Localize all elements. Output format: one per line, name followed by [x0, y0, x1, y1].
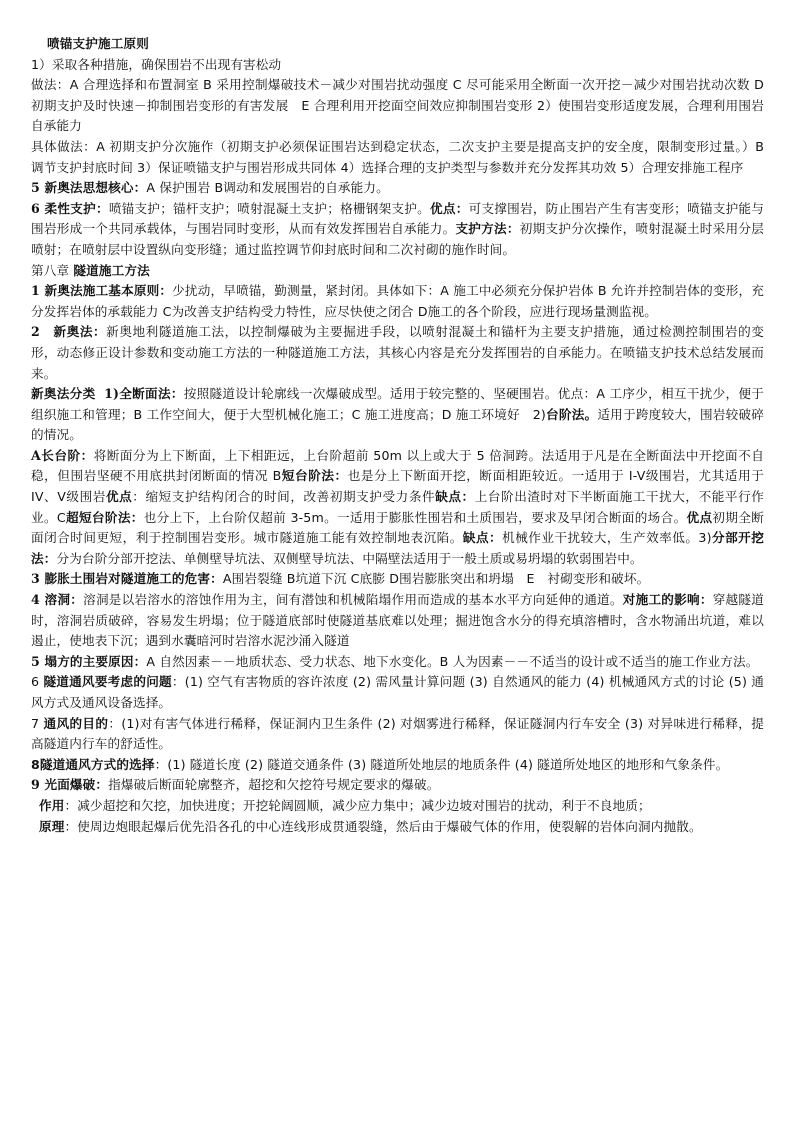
paragraph-bench-methods: A长台阶：将断面分为上下断面，上下相距远，上台阶超前 50m 以上或大于 5 倍洞跨。法适用于凡是在全断面法中开挖面不自稳，但围岩坚硬不用底拱封闭断面的情况 B短台阶法：也是分上下断面开挖，断面相距较近。一适用于 I-V级围岩，尤其适用于 IV、V级围岩优点：缩短支护结构闭合的时间，改善初期支护受力条件缺点：上台阶出渣时对下半断面施工干扰大，不能平行作业。C超短台阶法：也分上下，上台阶仅超前 3-5m。一适用于膨胀性围岩和土质围岩，要求及早闭合断面的场合。优点初期全断面闭合时间更短，利于控制围岩变形。城市隧道施工能有效控制地表沉陷。缺点：机械作业干扰较大，生产效率低。3)分部开挖法：分为台阶分部开挖法、单侧壁导坑法、双侧壁导坑法、中隔壁法适用于一般土质或易坍塌的软弱围岩中。 — [31, 447, 765, 566]
paragraph-collapse-causes: 5 塌方的主要原因：A 自然因素－－地质状态、受力状态、地下水变化。B 人为因素－－不适当的设计或不适当的施工作业方法。 — [31, 653, 759, 669]
paragraph-specific-method: 具体做法：A 初期支护分次施作（初期支护必须保证围岩达到稳定状态，二次支护主要是提高支护的安全度，限制变形过量。）B 调节支护封底时间 3）保证喷锚支护与围岩形成共同体 4）选择合理的支护类型与参数并充分发挥其功效 5）合理安排施工程序 — [31, 138, 764, 175]
paragraph-ventilation-selection: 8隧道通风方式的选择：(1) 隧道长度 (2) 隧道交通条件 (3) 隧道所处地层的地质条件 (4) 隧道所处地区的地形和气象条件。 — [31, 756, 729, 772]
paragraph-nato-classification: 新奥法分类 1)全断面法：按照隧道设计轮廓线一次爆破成型。适用于较完整的、坚硬围岩。优点：A 工序少，相互干扰少，便于组织施工和管理；B 工作空间大，便于大型机械化施工；C 施工进度高；D 施工环境好 2)台阶法。适用于跨度较大，围岩较破碎的情况。 — [31, 386, 765, 443]
paragraph-nato-definition: 2 新奥法：新奥地利隧道施工法，以控制爆破为主要掘进手段，以喷射混凝土和锚杆为主要支护措施，通过检测控制围岩的变形，动态修正设计参数和变动施工方法的一种隧道施工方法，其核心内容是充分发挥围岩的自承能力。在喷锚支护技术总结发展而来。 — [31, 324, 765, 381]
chapter-heading: 第八章 隧道施工方法 — [31, 262, 150, 278]
paragraph-ventilation-issues: 6 隧道通风要考虑的问题：(1) 空气有害物质的容许浓度 (2) 需风量计算问题 (3) 自然通风的能力 (4) 机械通风方式的讨论 (5) 通风方式及通风设备选择。 — [31, 674, 765, 710]
section-title: 喷锚支护施工原则 — [47, 36, 149, 51]
paragraph-flexible-support: 6 柔性支护：喷锚支护；锚杆支护；喷射混凝土支护；格栅钢架支护。优点：可支撑围岩，防止围岩产生有害变形；喷锚支护能与围岩形成一个共同承载体，与围岩同时变形，从而有效发挥围岩自承能力。支护方法：初期支护分次操作，喷射混凝土时采用分层喷射；在喷射层中设置纵向变形缝；通过监控调节仰封底时间和二次衬砌的施作时间。 — [31, 200, 765, 257]
paragraph-principle-1: 1）采取各种措施，确保围岩不出现有害松动 — [31, 56, 282, 72]
paragraph-expansive-soil: 3 膨胀土围岩对隧道施工的危害：A围岩裂缝 B坑道下沉 C底膨 D围岩膨胀突出和坍塌 E 衬砌变形和破坏。 — [31, 571, 650, 587]
paragraph-blasting-effect: 作用：减少超挖和欠挖，加快进度；开挖轮阔圆顺，减少应力集中；减少边坡对围岩的扰动，利于不良地质； — [39, 797, 651, 813]
paragraph-method: 做法：A 合理选择和布置洞室 B 采用控制爆破技术－减少对围岩扰动强度 C 尽可能采用全断面一次开挖－减少对围岩扰动次数 D初期支护及时快速－抑制围岩变形的有害发展 E 合理利用开挖面空间效应抑制围岩变形 2）使围岩变形适度发展，合理利用围岩自承能力 — [31, 77, 764, 134]
paragraph-ventilation-purpose: 7 通风的目的：(1)对有害气体进行稀释，保证洞内卫生条件 (2) 对烟雾进行稀释，保证隧洞内行车安全 (3) 对异味进行稀释，提高隧道内行车的舒适性。 — [31, 715, 764, 752]
paragraph-smooth-blasting: 9 光面爆破：指爆破后断面轮廓整齐，超挖和欠挖符号规定要求的爆破。 — [31, 777, 440, 793]
paragraph-karst-cave: 4 溶洞：溶洞是以岩溶水的溶蚀作用为主，间有潜蚀和机械陷塌作用而造成的基本水平方向延伸的通道。对施工的影响：穿越隧道时，溶洞岩质破碎，容易发生坍塌；位于隧道底部时使隧道基底难以处理；掘进饱含水分的得充填溶槽时，含水物涌出坑道，难以遏止，使地表下沉；遇到水囊暗河时岩溶水泥沙涌入隧道 — [31, 592, 764, 649]
paragraph-nato-core: 5 新奥法思想核心：A 保护围岩 B调动和发展围岩的自承能力。 — [31, 180, 389, 196]
paragraph-nato-principles: 1 新奥法施工基本原则：少扰动，早喷锚，勤测量，紧封闭。具体如下：A 施工中必须充分保护岩体 B 允许并控制岩体的变形，充分发挥岩体的承载能力 C为改善支护结构受力特性，应尽快使之闭合 D施工的各个阶段，应进行现场量测监视。 — [31, 283, 764, 319]
paragraph-blasting-principle: 原理：使周边炮眼起爆后优先沿各孔的中心连线形成贯通裂缝，然后由于爆破气体的作用，使裂解的岩体向洞内抛散。 — [39, 818, 702, 834]
